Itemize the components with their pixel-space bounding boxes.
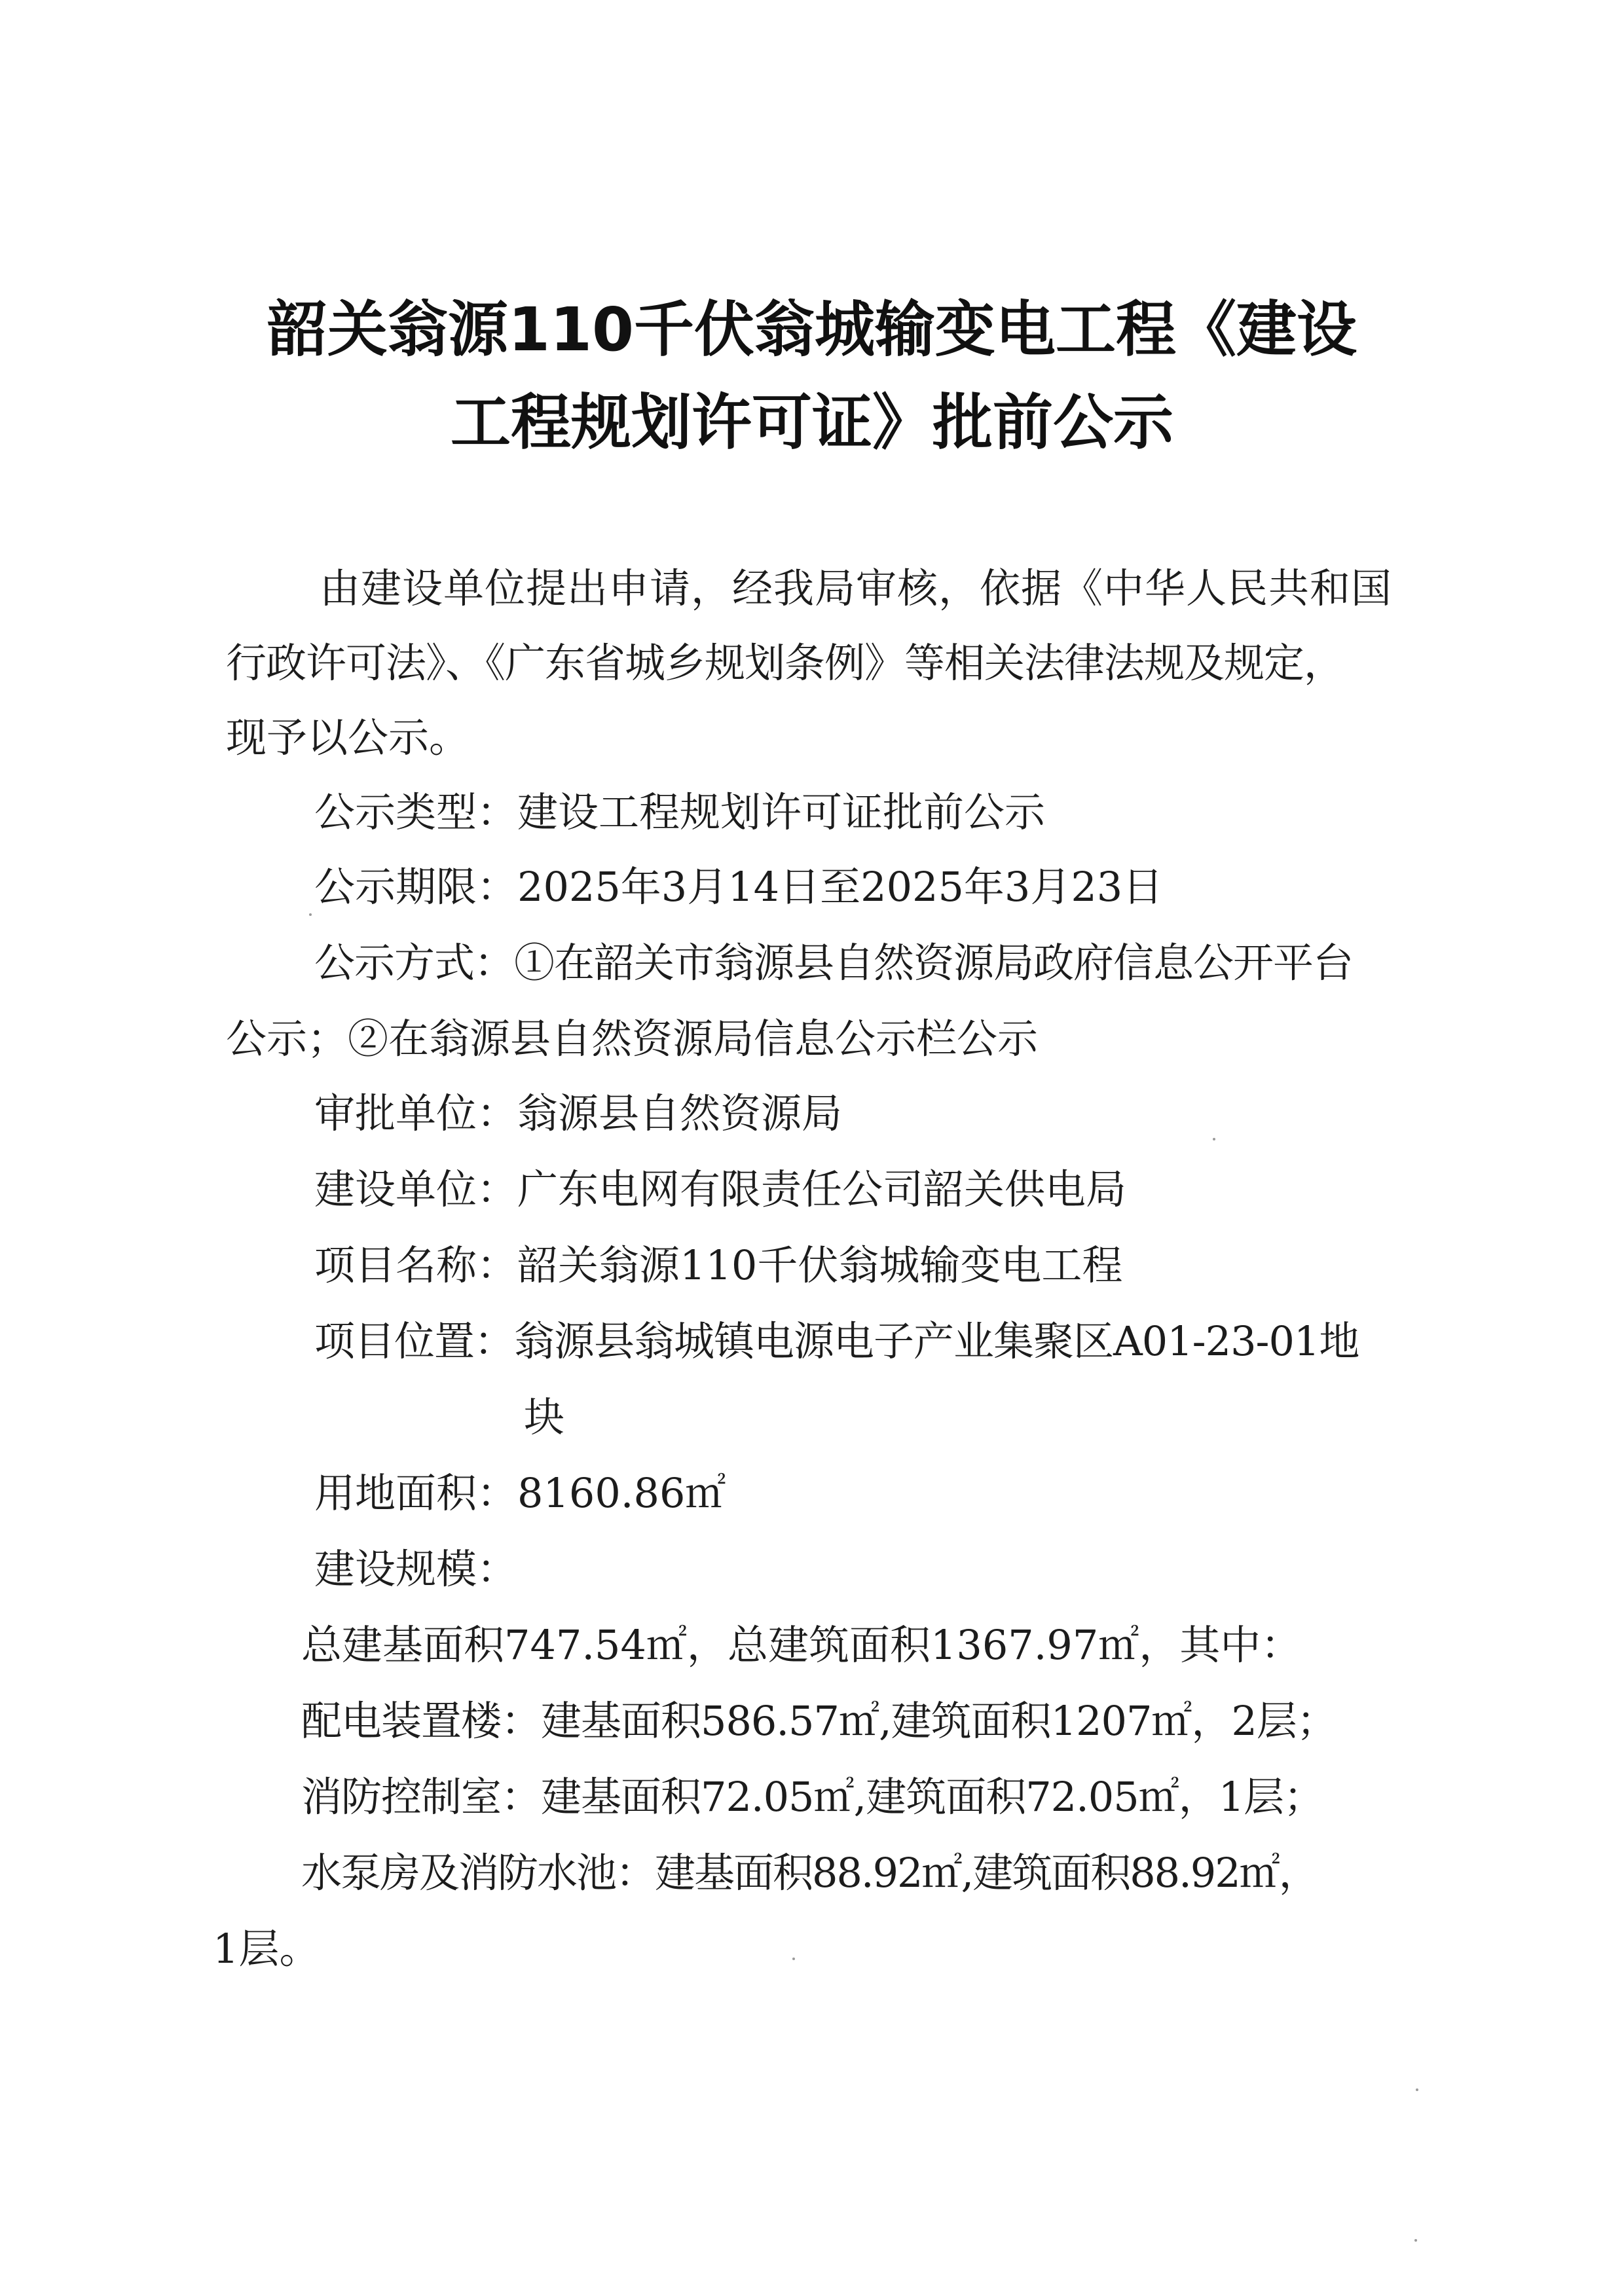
- document-title-line-1: 韶关翁源110千伏翁城输变电工程《建设: [267, 295, 1357, 365]
- scan-speck: [1416, 2088, 1418, 2091]
- intro-line-1: 由建设单位提出申请，经我局审核，依据《中华人民共和国: [320, 564, 1393, 612]
- document-title-line-2: 工程规划许可证》批前公示: [450, 388, 1173, 458]
- notice-period: 公示期限：2025年3月14日至2025年3月23日: [314, 863, 1164, 911]
- project-location-line-2: 块: [524, 1393, 565, 1441]
- construction-unit: 建设单位：广东电网有限责任公司韶关供电局: [314, 1165, 1127, 1213]
- notice-method-line-2: 公示；②在翁源县自然资源局信息公示栏公示: [226, 1015, 1039, 1063]
- building-pump-line-1: 水泵房及消防水池：建基面积88.92㎡,建筑面积88.92㎡，: [301, 1849, 1318, 1897]
- notice-type: 公示类型：建设工程规划许可证批前公示: [314, 788, 1046, 836]
- scan-speck: [1213, 1138, 1215, 1140]
- scan-speck: [1414, 2239, 1417, 2242]
- total-area-line: 总建基面积747.54㎡，总建筑面积1367.97㎡，其中：: [301, 1621, 1302, 1669]
- notice-method-line-1: 公示方式：①在韶关市翁源县自然资源局政府信息公开平台: [314, 939, 1354, 987]
- scan-speck: [309, 913, 312, 916]
- project-location-line-1: 项目位置：翁源县翁城镇电源电子产业集聚区A01-23-01地: [314, 1317, 1359, 1365]
- approval-unit: 审批单位：翁源县自然资源局: [314, 1089, 843, 1137]
- land-area: 用地面积：8160.86㎡: [314, 1469, 726, 1517]
- building-distribution-line: 配电装置楼：建基面积586.57㎡,建筑面积1207㎡，2层；: [301, 1697, 1337, 1745]
- intro-line-3: 现予以公示。: [226, 714, 470, 761]
- project-name: 项目名称：韶关翁源110千伏翁城输变电工程: [314, 1241, 1123, 1289]
- building-pump-line-2: 1层。: [213, 1925, 320, 1973]
- intro-line-2: 行政许可法》、《广东省城乡规划条例》等相关法律法规及规定，: [226, 639, 1344, 687]
- building-fire-control-line: 消防控制室：建基面积72.05㎡,建筑面积72.05㎡，1层；: [301, 1773, 1324, 1821]
- construction-scale-heading: 建设规模：: [314, 1545, 518, 1593]
- scan-speck: [792, 1958, 795, 1960]
